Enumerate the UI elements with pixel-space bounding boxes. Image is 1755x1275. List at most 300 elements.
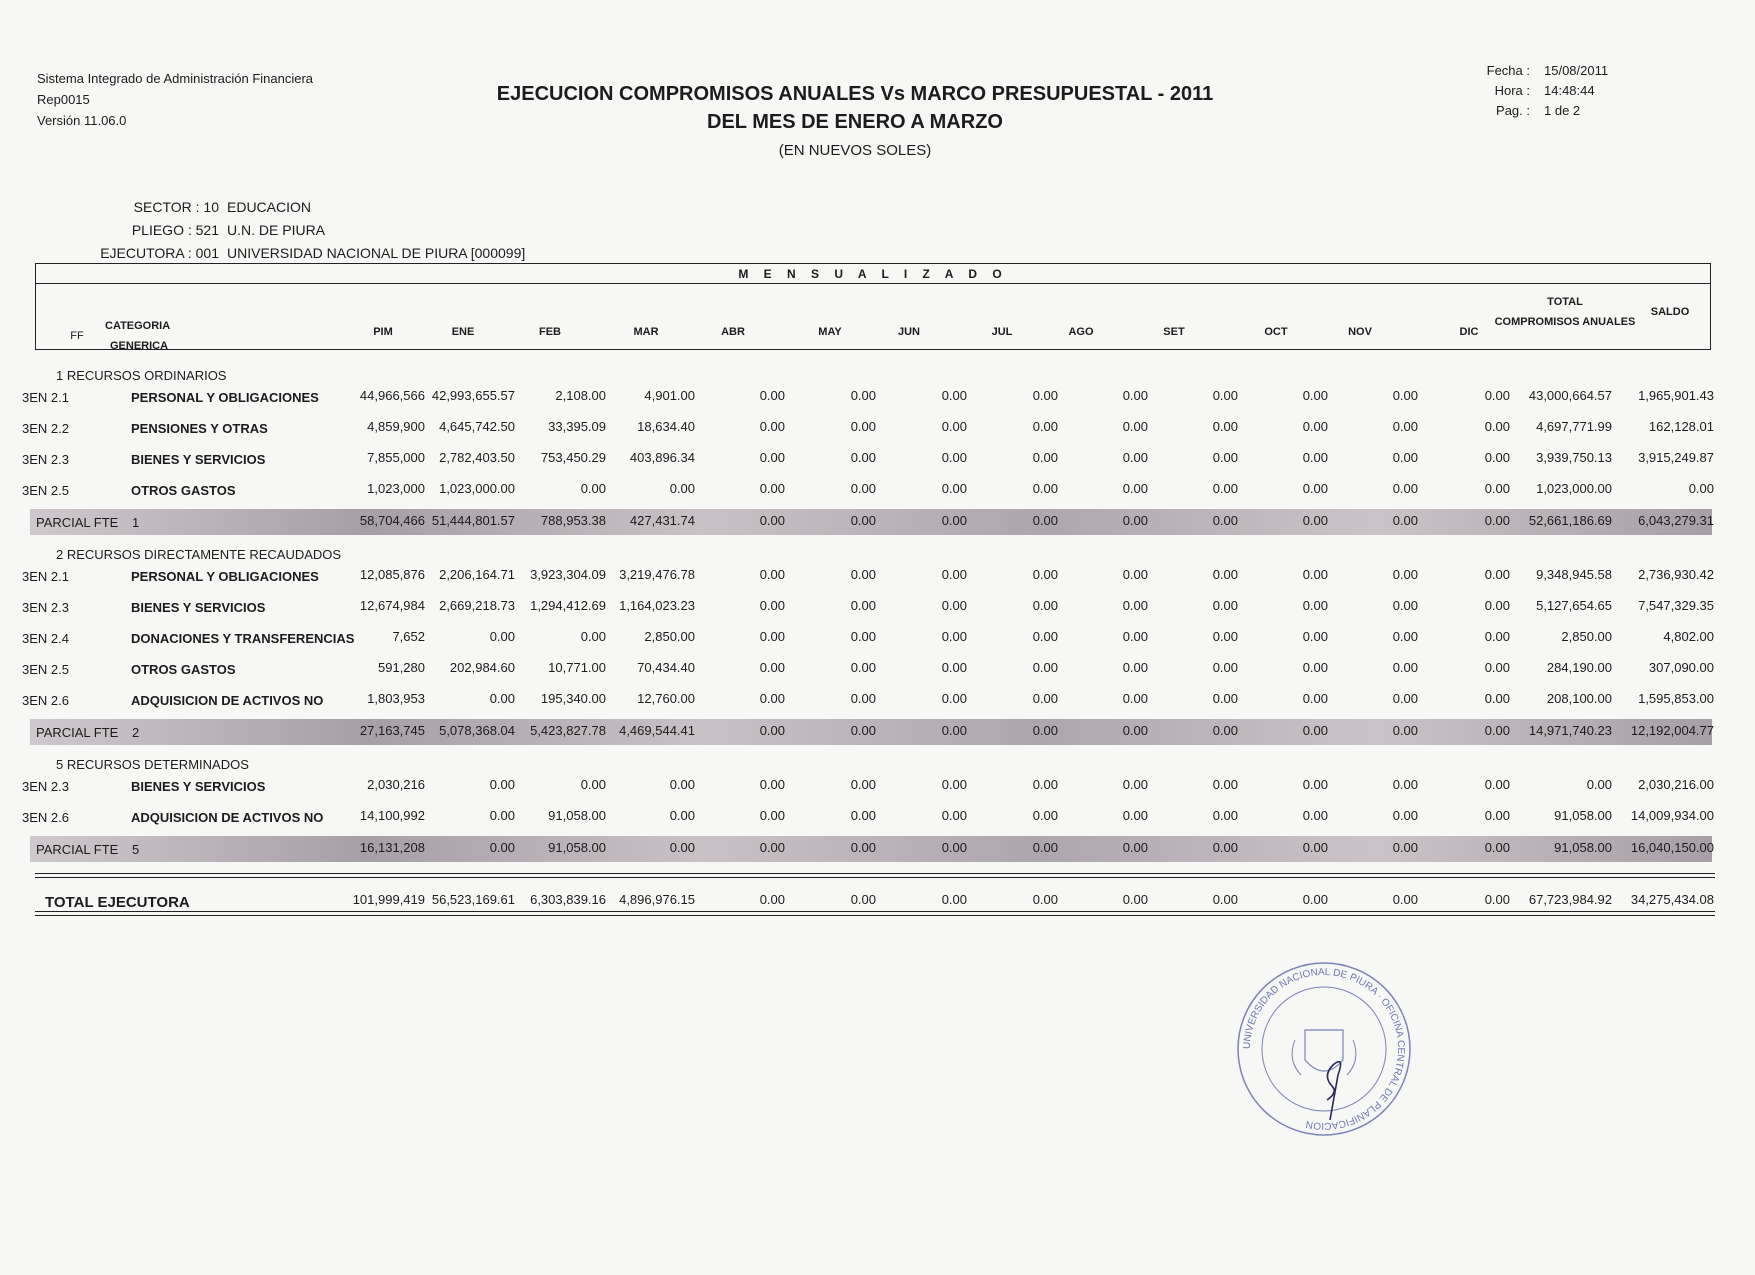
table-row-cell: 0.00 xyxy=(759,808,785,823)
partial-row-cell: 0.00 xyxy=(1302,723,1328,738)
col-categoria: CATEGORIA xyxy=(105,320,171,332)
table-row-cell: 0.00 xyxy=(1302,691,1328,706)
row-category: OTROS GASTOS xyxy=(131,662,236,677)
table-row-cell: 70,434.40 xyxy=(637,660,695,675)
table-row-cell: 0.00 xyxy=(489,691,515,706)
table-row-cell: 0.00 xyxy=(1122,691,1148,706)
table-row-cell: 0.00 xyxy=(941,777,967,792)
partial-fte-number: 2 xyxy=(132,725,140,740)
table-row-cell: 42,993,655.57 xyxy=(431,388,515,403)
total-row-cell: 0.00 xyxy=(759,892,785,907)
system-name: Sistema Integrado de Administración Financiera xyxy=(37,71,314,86)
table-row-cell: 0.00 xyxy=(1032,691,1058,706)
partial-row-cell: 27,163,745 xyxy=(359,723,425,738)
table-row-cell: 4,645,742.50 xyxy=(439,419,515,434)
row-generica-code: 3EN 2.4 xyxy=(22,631,69,646)
section-title: 1 RECURSOS ORDINARIOS xyxy=(56,368,227,383)
col-month-feb: FEB xyxy=(539,326,561,338)
table-row-cell: 0.00 xyxy=(1212,567,1238,582)
table-row-cell: 4,901.00 xyxy=(644,388,695,403)
partial-row-cell: 91,058.00 xyxy=(1554,840,1612,855)
table-row-cell: 1,164,023.23 xyxy=(619,598,695,613)
table-row-cell: 0.00 xyxy=(1484,419,1510,434)
table-row-cell: 0.00 xyxy=(941,419,967,434)
partial-row-cell: 0.00 xyxy=(1122,513,1148,528)
table-row-cell: 0.00 xyxy=(669,481,695,496)
partial-row-cell: 0.00 xyxy=(669,840,695,855)
partial-row-cell: 58,704,466 xyxy=(359,513,425,528)
table-row-cell: 1,023,000.00 xyxy=(1536,481,1612,496)
total-row-cell: 0.00 xyxy=(941,892,967,907)
table-row-cell: 0.00 xyxy=(941,808,967,823)
partial-fte-number: 1 xyxy=(132,515,140,530)
row-category: DONACIONES Y TRANSFERENCIAS xyxy=(131,631,355,646)
partial-row-cell: 0.00 xyxy=(1212,723,1238,738)
table-row-cell: 0.00 xyxy=(1392,388,1418,403)
total-rule-top2 xyxy=(35,877,1715,878)
total-row-cell: 101,999,419 xyxy=(352,892,425,907)
table-row-cell: 0.00 xyxy=(580,777,606,792)
fecha-value: 15/08/2011 xyxy=(1544,63,1609,78)
table-row-cell: 753,450.29 xyxy=(540,450,606,465)
table-row-cell: 3,939,750.13 xyxy=(1536,450,1612,465)
partial-row-cell: 0.00 xyxy=(1484,840,1510,855)
report-code: Rep0015 xyxy=(37,92,90,107)
col-month-abr: ABR xyxy=(721,326,745,338)
row-generica-code: 3EN 2.3 xyxy=(22,600,69,615)
row-category: PERSONAL Y OBLIGACIONES xyxy=(131,390,319,405)
partial-row-cell: 0.00 xyxy=(759,513,785,528)
row-generica-code: 3EN 2.3 xyxy=(22,779,69,794)
table-row-cell: 0.00 xyxy=(1484,777,1510,792)
table-row-cell: 0.00 xyxy=(1302,481,1328,496)
table-row-cell: 2,030,216.00 xyxy=(1638,777,1714,792)
partial-row-cell: 0.00 xyxy=(759,840,785,855)
table-row-cell: 0.00 xyxy=(1212,598,1238,613)
table-row-cell: 0.00 xyxy=(1122,388,1148,403)
table-row-cell: 0.00 xyxy=(1122,419,1148,434)
table-row-cell: 0.00 xyxy=(941,450,967,465)
total-row-cell: 0.00 xyxy=(850,892,876,907)
col-month-jul: JUL xyxy=(991,326,1013,338)
col-generica: GENERICA xyxy=(110,340,169,352)
total-row-cell: 4,896,976.15 xyxy=(619,892,695,907)
col-total: TOTAL xyxy=(1547,296,1583,308)
table-row-cell: 0.00 xyxy=(1392,567,1418,582)
table-row-cell: 0.00 xyxy=(759,481,785,496)
table-row-cell: 0.00 xyxy=(1212,660,1238,675)
table-row-cell: 0.00 xyxy=(759,777,785,792)
table-row-cell: 33,395.09 xyxy=(548,419,606,434)
table-row-cell: 3,915,249.87 xyxy=(1638,450,1714,465)
row-category: PENSIONES Y OTRAS xyxy=(131,421,268,436)
mensualizado-band: M E N S U A L I Z A D O xyxy=(738,267,1008,281)
partial-label: PARCIAL FTE xyxy=(36,725,119,740)
table-row-cell: 0.00 xyxy=(1212,450,1238,465)
table-row-cell: 0.00 xyxy=(1122,450,1148,465)
table-row-cell: 0.00 xyxy=(1484,567,1510,582)
row-category: OTROS GASTOS xyxy=(131,483,236,498)
table-row-cell: 0.00 xyxy=(1484,691,1510,706)
table-row-cell: 0.00 xyxy=(1302,777,1328,792)
col-month-pim: PIM xyxy=(373,326,393,338)
pag-value: 1 de 2 xyxy=(1544,103,1581,118)
table-row-cell: 4,802.00 xyxy=(1663,629,1714,644)
report-period: DEL MES DE ENERO A MARZO xyxy=(707,111,1003,133)
row-generica-code: 3EN 2.6 xyxy=(22,693,69,708)
total-rule-bottom xyxy=(35,911,1715,912)
table-row-cell: 43,000,664.57 xyxy=(1528,388,1612,403)
table-row-cell: 1,965,901.43 xyxy=(1638,388,1714,403)
table-row-cell: 0.00 xyxy=(1688,481,1714,496)
partial-row-cell: 0.00 xyxy=(1032,840,1058,855)
partial-row-cell: 0.00 xyxy=(1302,840,1328,855)
table-row-cell: 0.00 xyxy=(1122,629,1148,644)
total-row-cell: 6,303,839.16 xyxy=(530,892,606,907)
table-row-cell: 14,100,992 xyxy=(359,808,425,823)
table-row-cell: 0.00 xyxy=(1212,777,1238,792)
table-row-cell: 0.00 xyxy=(1032,567,1058,582)
table-row-cell: 0.00 xyxy=(1212,691,1238,706)
pag-label: Pag. : xyxy=(1496,103,1530,118)
table-row-cell: 0.00 xyxy=(1032,808,1058,823)
table-row-cell: 2,850.00 xyxy=(644,629,695,644)
partial-fte-number: 5 xyxy=(132,842,140,857)
table-row-cell: 0.00 xyxy=(1392,629,1418,644)
partial-row-cell: 0.00 xyxy=(1392,723,1418,738)
table-row-cell: 0.00 xyxy=(1122,567,1148,582)
total-row-cell: 0.00 xyxy=(1392,892,1418,907)
table-row-cell: 0.00 xyxy=(941,629,967,644)
total-row-cell: 0.00 xyxy=(1302,892,1328,907)
partial-row-cell: 0.00 xyxy=(850,513,876,528)
row-category: ADQUISICION DE ACTIVOS NO xyxy=(131,810,324,825)
col-month-ago: AGO xyxy=(1068,326,1094,338)
total-row-cell: 0.00 xyxy=(1212,892,1238,907)
col-saldo: SALDO xyxy=(1650,306,1690,318)
table-row-cell: 0.00 xyxy=(1302,450,1328,465)
col-month-dic: DIC xyxy=(1459,326,1479,338)
table-row-cell: 0.00 xyxy=(941,691,967,706)
col-month-oct: OCT xyxy=(1264,326,1288,338)
col-month-mar: MAR xyxy=(633,326,659,338)
row-generica-code: 3EN 2.1 xyxy=(22,390,69,405)
table-row-cell: 0.00 xyxy=(489,777,515,792)
table-row-cell: 0.00 xyxy=(1032,481,1058,496)
table-row-cell: 7,652 xyxy=(392,629,425,644)
col-month-ene: ENE xyxy=(451,326,475,338)
table-row-cell: 0.00 xyxy=(1392,777,1418,792)
table-row-cell: 0.00 xyxy=(850,808,876,823)
total-row-cell: 0.00 xyxy=(1122,892,1148,907)
table-row-cell: 1,023,000.00 xyxy=(439,481,515,496)
partial-row-cell: 0.00 xyxy=(941,840,967,855)
table-row-cell: 0.00 xyxy=(1392,598,1418,613)
table-row-cell: 0.00 xyxy=(1212,419,1238,434)
table-row-cell: 195,340.00 xyxy=(540,691,606,706)
table-row-cell: 0.00 xyxy=(1302,808,1328,823)
total-label: TOTAL EJECUTORA xyxy=(45,894,190,911)
row-category: PERSONAL Y OBLIGACIONES xyxy=(131,569,319,584)
partial-row-cell: 0.00 xyxy=(1212,840,1238,855)
partial-row-cell: 0.00 xyxy=(1484,513,1510,528)
col-compromisos-anuales: COMPROMISOS ANUALES xyxy=(1494,316,1636,328)
table-row-cell: 0.00 xyxy=(850,660,876,675)
row-category: ADQUISICION DE ACTIVOS NO xyxy=(131,693,324,708)
university-seal xyxy=(1235,960,1413,1138)
table-row-cell: 4,859,900 xyxy=(367,419,425,434)
partial-row-cell: 12,192,004.77 xyxy=(1630,723,1714,738)
table-row-cell: 307,090.00 xyxy=(1648,660,1714,675)
report-date-info xyxy=(1470,61,1608,121)
table-row-cell: 162,128.01 xyxy=(1648,419,1714,434)
ejecutora-label: EJECUTORA : 001 xyxy=(100,245,219,261)
table-row-cell: 0.00 xyxy=(941,660,967,675)
table-row-cell: 2,108.00 xyxy=(555,388,606,403)
partial-row-cell: 788,953.38 xyxy=(540,513,606,528)
partial-row-cell: 0.00 xyxy=(1032,723,1058,738)
total-row-cell: 0.00 xyxy=(1484,892,1510,907)
partial-row-cell: 0.00 xyxy=(941,513,967,528)
table-row-cell: 12,760.00 xyxy=(637,691,695,706)
table-row-cell: 0.00 xyxy=(850,481,876,496)
total-row-cell: 34,275,434.08 xyxy=(1630,892,1714,907)
table-row-cell: 0.00 xyxy=(1032,450,1058,465)
partial-row-cell: 0.00 xyxy=(1122,723,1148,738)
table-row-cell: 0.00 xyxy=(850,598,876,613)
table-row-cell: 0.00 xyxy=(1484,808,1510,823)
table-row-cell: 284,190.00 xyxy=(1546,660,1612,675)
table-row-cell: 12,674,984 xyxy=(359,598,425,613)
table-row-cell: 0.00 xyxy=(1122,777,1148,792)
table-row-cell: 0.00 xyxy=(759,450,785,465)
table-row-cell: 0.00 xyxy=(850,419,876,434)
table-row-cell: 2,030,216 xyxy=(367,777,425,792)
sector-value: EDUCACION xyxy=(227,199,312,215)
table-row-cell: 202,984.60 xyxy=(449,660,515,675)
row-category: BIENES Y SERVICIOS xyxy=(131,600,266,615)
table-row-cell: 591,280 xyxy=(378,660,425,675)
pliego-label: PLIEGO : 521 xyxy=(131,222,219,238)
total-rule-top xyxy=(35,873,1715,874)
table-row-cell: 0.00 xyxy=(1032,660,1058,675)
partial-row-cell: 6,043,279.31 xyxy=(1638,513,1714,528)
partial-row-cell: 4,469,544.41 xyxy=(619,723,695,738)
section-title: 2 RECURSOS DIRECTAMENTE RECAUDADOS xyxy=(56,547,342,562)
partial-row-cell: 0.00 xyxy=(850,723,876,738)
table-row-cell: 0.00 xyxy=(1212,481,1238,496)
partial-row-cell: 5,423,827.78 xyxy=(530,723,606,738)
partial-row-cell: 0.00 xyxy=(759,723,785,738)
row-generica-code: 3EN 2.6 xyxy=(22,810,69,825)
table-row-cell: 0.00 xyxy=(850,691,876,706)
entity-meta xyxy=(35,196,525,265)
table-row-cell: 0.00 xyxy=(1032,388,1058,403)
col-month-set: SET xyxy=(1163,326,1185,338)
table-row-cell: 44,966,566 xyxy=(359,388,425,403)
table-row-cell: 7,855,000 xyxy=(367,450,425,465)
row-category: BIENES Y SERVICIOS xyxy=(131,452,266,467)
table-row-cell: 2,782,403.50 xyxy=(439,450,515,465)
table-row-cell: 0.00 xyxy=(1392,419,1418,434)
table-row-cell: 0.00 xyxy=(1212,388,1238,403)
table-row-cell: 2,669,218.73 xyxy=(439,598,515,613)
table-row-cell: 0.00 xyxy=(850,567,876,582)
partial-label: PARCIAL FTE xyxy=(36,842,119,857)
table-row-cell: 0.00 xyxy=(1484,388,1510,403)
partial-row-cell: 51,444,801.57 xyxy=(431,513,515,528)
table-row-cell: 0.00 xyxy=(1392,481,1418,496)
table-row-cell: 0.00 xyxy=(850,629,876,644)
partial-row-cell: 0.00 xyxy=(1212,513,1238,528)
table-row-cell: 0.00 xyxy=(1484,660,1510,675)
table-row-cell: 10,771.00 xyxy=(548,660,606,675)
partial-row-cell: 52,661,186.69 xyxy=(1528,513,1612,528)
table-row-cell: 5,127,654.65 xyxy=(1536,598,1612,613)
table-row-cell: 0.00 xyxy=(759,388,785,403)
table-row-cell: 91,058.00 xyxy=(1554,808,1612,823)
table-row-cell: 0.00 xyxy=(1586,777,1612,792)
col-month-may: MAY xyxy=(818,326,842,338)
total-row-cell: 67,723,984.92 xyxy=(1528,892,1612,907)
partial-row-cell: 0.00 xyxy=(1392,840,1418,855)
table-row-cell: 0.00 xyxy=(1392,660,1418,675)
partial-row-cell: 0.00 xyxy=(1032,513,1058,528)
table-row-cell: 0.00 xyxy=(759,660,785,675)
table-row-cell: 0.00 xyxy=(669,777,695,792)
table-row-cell: 0.00 xyxy=(759,567,785,582)
table-row-cell: 0.00 xyxy=(489,629,515,644)
table-row-cell: 14,009,934.00 xyxy=(1630,808,1714,823)
header-divider xyxy=(35,283,1711,284)
hora-value: 14:48:44 xyxy=(1544,83,1595,98)
row-generica-code: 3EN 2.5 xyxy=(22,483,69,498)
table-row-cell: 0.00 xyxy=(941,598,967,613)
report-currency: (EN NUEVOS SOLES) xyxy=(778,142,932,159)
table-row-cell: 1,595,853.00 xyxy=(1638,691,1714,706)
table-row-cell: 1,023,000 xyxy=(367,481,425,496)
row-generica-code: 3EN 2.5 xyxy=(22,662,69,677)
report-title: EJECUCION COMPROMISOS ANUALES Vs MARCO PRESUPUESTAL - 2011 xyxy=(496,83,1214,105)
table-row-cell: 2,850.00 xyxy=(1561,629,1612,644)
table-row-cell: 91,058.00 xyxy=(548,808,606,823)
table-row-cell: 2,206,164.71 xyxy=(439,567,515,582)
table-row-cell: 0.00 xyxy=(759,419,785,434)
row-generica-code: 3EN 2.1 xyxy=(22,569,69,584)
partial-row-cell: 0.00 xyxy=(1484,723,1510,738)
table-row-cell: 3,923,304.09 xyxy=(530,567,606,582)
table-row-cell: 0.00 xyxy=(850,450,876,465)
fecha-label: Fecha : xyxy=(1486,63,1530,78)
table-row-cell: 0.00 xyxy=(1302,567,1328,582)
table-row-cell: 3,219,476.78 xyxy=(619,567,695,582)
table-row-cell: 0.00 xyxy=(1212,808,1238,823)
total-row-cell: 0.00 xyxy=(1032,892,1058,907)
partial-row-cell: 91,058.00 xyxy=(548,840,606,855)
table-row-cell: 0.00 xyxy=(1032,629,1058,644)
table-row-cell: 0.00 xyxy=(1122,481,1148,496)
table-row-cell: 0.00 xyxy=(759,629,785,644)
table-row-cell: 0.00 xyxy=(580,481,606,496)
table-row-cell: 0.00 xyxy=(1122,598,1148,613)
table-row-cell: 18,634.40 xyxy=(637,419,695,434)
table-row-cell: 0.00 xyxy=(941,481,967,496)
row-category: BIENES Y SERVICIOS xyxy=(131,779,266,794)
col-month-jun: JUN xyxy=(897,326,920,338)
row-generica-code: 3EN 2.2 xyxy=(22,421,69,436)
partial-label: PARCIAL FTE xyxy=(36,515,119,530)
partial-row-cell: 0.00 xyxy=(850,840,876,855)
table-row-cell: 0.00 xyxy=(489,808,515,823)
table-row-cell: 0.00 xyxy=(1484,629,1510,644)
partial-row-cell: 16,131,208 xyxy=(359,840,425,855)
partial-row-cell: 16,040,150.00 xyxy=(1630,840,1714,855)
table-row-cell: 403,896.34 xyxy=(629,450,695,465)
table-row-cell: 0.00 xyxy=(1302,629,1328,644)
total-row-cell: 56,523,169.61 xyxy=(431,892,515,907)
table-row-cell: 0.00 xyxy=(1484,450,1510,465)
table-row-cell: 4,697,771.99 xyxy=(1536,419,1612,434)
table-row-cell: 0.00 xyxy=(1392,450,1418,465)
partial-row-cell: 427,431.74 xyxy=(629,513,695,528)
row-generica-code: 3EN 2.3 xyxy=(22,452,69,467)
partial-row-cell: 0.00 xyxy=(941,723,967,738)
table-row-cell: 0.00 xyxy=(941,388,967,403)
table-row-cell: 0.00 xyxy=(1302,660,1328,675)
svg-text:UNIVERSIDAD NACIONAL DE PIURA xyxy=(1242,967,1406,1131)
col-ff: FF xyxy=(70,330,84,342)
hora-label: Hora : xyxy=(1494,83,1530,98)
table-row-cell: 0.00 xyxy=(580,629,606,644)
table-row-cell: 12,085,876 xyxy=(359,567,425,582)
table-row-cell: 0.00 xyxy=(1484,481,1510,496)
table-row-cell: 0.00 xyxy=(850,388,876,403)
seal-text: UNIVERSIDAD NACIONAL DE PIURA · OFICINA CENTRAL DE PLANIFICACION xyxy=(1241,966,1407,1132)
partial-row-cell: 0.00 xyxy=(1392,513,1418,528)
table-row-cell: 0.00 xyxy=(1392,691,1418,706)
table-row-cell: 0.00 xyxy=(1032,419,1058,434)
table-row-cell: 2,736,930.42 xyxy=(1638,567,1714,582)
total-rule-bottom2 xyxy=(35,915,1715,916)
table-row-cell: 1,294,412.69 xyxy=(530,598,606,613)
partial-row-cell: 0.00 xyxy=(1122,840,1148,855)
section-title: 5 RECURSOS DETERMINADOS xyxy=(56,757,249,772)
pliego-value: U.N. DE PIURA xyxy=(227,222,326,238)
table-row-cell: 0.00 xyxy=(1392,808,1418,823)
table-row-cell: 0.00 xyxy=(759,598,785,613)
partial-row-cell: 5,078,368.04 xyxy=(439,723,515,738)
table-row-cell: 0.00 xyxy=(1212,629,1238,644)
partial-row-cell: 0.00 xyxy=(489,840,515,855)
table-row-cell: 0.00 xyxy=(759,691,785,706)
partial-row-cell: 14,971,740.23 xyxy=(1528,723,1612,738)
table-row-cell: 0.00 xyxy=(850,777,876,792)
table-row-cell: 0.00 xyxy=(1302,388,1328,403)
ejecutora-value: UNIVERSIDAD NACIONAL DE PIURA [000099] xyxy=(227,245,526,261)
table-row-cell: 0.00 xyxy=(1122,660,1148,675)
table-row-cell: 0.00 xyxy=(1032,598,1058,613)
table-row-cell: 208,100.00 xyxy=(1546,691,1612,706)
table-row-cell: 1,803,953 xyxy=(367,691,425,706)
version: Versión 11.06.0 xyxy=(37,113,127,128)
table-row-cell: 0.00 xyxy=(1302,419,1328,434)
table-row-cell: 0.00 xyxy=(1484,598,1510,613)
table-row-cell: 9,348,945.58 xyxy=(1536,567,1612,582)
table-row-cell: 0.00 xyxy=(941,567,967,582)
col-month-nov: NOV xyxy=(1348,326,1372,338)
table-row-cell: 0.00 xyxy=(1032,777,1058,792)
table-row-cell: 0.00 xyxy=(669,808,695,823)
